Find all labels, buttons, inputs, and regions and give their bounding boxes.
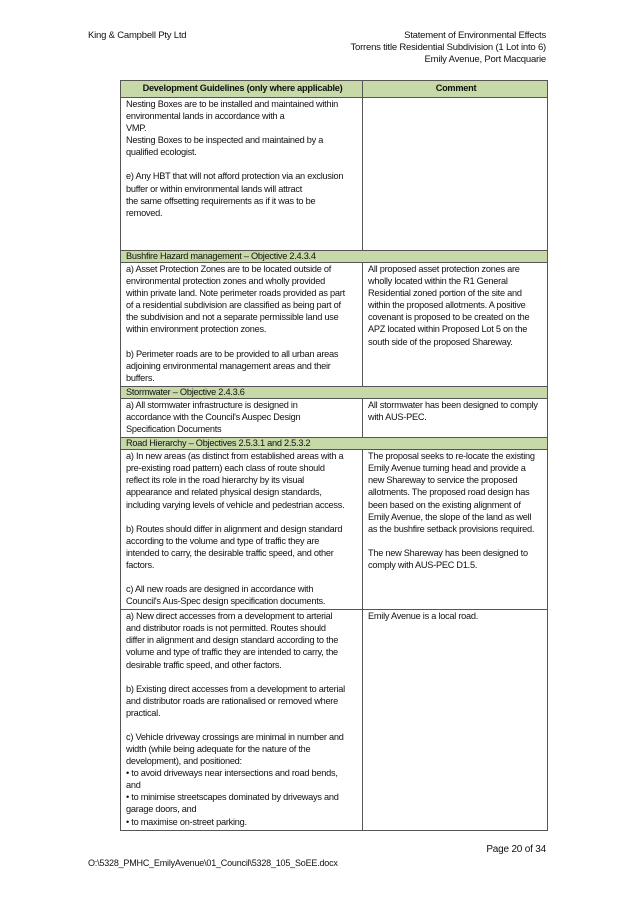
file-path: O:\5328_PMHC_EmilyAvenue\01_Council\5328_105_SoEE.docx	[88, 858, 338, 868]
guideline-text: a) New direct accesses from a development to arterial and distributor roads is not permitted. Routes should differ in alignment and design standard according to the volume and type of traffic they are intended to carry, the desirable traffic speed, and other factors.	[126, 611, 339, 670]
page-number: Page 20 of 34	[486, 844, 546, 855]
comment-cell	[363, 398, 548, 437]
section-row	[121, 251, 548, 263]
table-header-row	[121, 81, 548, 98]
comment-cell	[363, 610, 548, 831]
guideline-text: b) Perimeter roads are to be provided to all urban areas adjoining environmental management areas and their buffers.	[126, 348, 339, 383]
document-header	[350, 30, 546, 66]
section-title-bushfire: Bushfire Hazard management – Objective 2.4.3.4	[121, 251, 548, 263]
comment-cell	[363, 450, 548, 610]
comment-cell	[363, 263, 548, 387]
guideline-text: b) Routes should differ in alignment and design standard according to the volume and type of traffic they are intended to carry, the desirable traffic speed, and other factors.	[126, 523, 343, 570]
guideline-text: a) In new areas (as distinct from established areas with a pre-existing road pattern) each class of route should reflect its role in the road hierarchy by its visual appearance and related physical design standards, including varying levels of vehicle and pedestrian access.	[126, 451, 345, 510]
guideline-cell	[121, 263, 363, 387]
comment-cell	[363, 98, 548, 251]
guideline-cell	[121, 98, 363, 251]
col-comment-header: Comment	[363, 81, 548, 98]
company-name: King & Campbell Pty Ltd	[88, 30, 187, 41]
guideline-text: c) Vehicle driveway crossings are minimal in number and width (while being adequate for the nature of the development), and positioned: • to avoid driveways near intersections and road bends, and • to minimise streetscapes dominated by driveways and garage doors, and • to maximise on-street parking.	[126, 731, 344, 827]
document-title: Statement of Environmental Effects	[404, 30, 546, 41]
guideline-text: e) Any HBT that will not afford protection via an exclusion buffer or within environmental lands will attract the same offsetting requirements as if it was to be removed.	[126, 171, 344, 218]
table-row	[121, 263, 548, 387]
guideline-cell	[121, 450, 363, 610]
section-row	[121, 386, 548, 398]
section-title-road-hierarchy: Road Hierarchy – Objectives 2.5.3.1 and 2.5.3.2	[121, 438, 548, 450]
table-row	[121, 610, 548, 831]
table-row	[121, 398, 548, 437]
guideline-cell	[121, 398, 363, 437]
section-row	[121, 438, 548, 450]
col-guidelines-header: Development Guidelines (only where applicable)	[121, 81, 363, 98]
guideline-text: b) Existing direct accesses from a development to arterial and distributor roads are rationalised or removed where practical.	[126, 683, 345, 718]
guideline-text: a) All stormwater infrastructure is designed in accordance with the Council's Auspec Design Specification Documents	[126, 399, 301, 435]
comment-text: The new Shareway has been designed to comply with AUS-PEC D1.5.	[368, 547, 528, 570]
comment-text: Emily Avenue is a local road.	[368, 611, 479, 622]
comment-text: All stormwater has been designed to comply with AUS-PEC.	[368, 399, 538, 422]
guideline-text: Nesting Boxes are to be installed and maintained within environmental lands in accordance with a VMP. Nesting Boxes to be inspected and maintained by a qualified ecologist.	[126, 99, 338, 158]
comment-text: All proposed asset protection zones are wholly located within the R1 General Residential zoned portion of the site and within the proposed allotments. A positive covenant is proposed to be created on the APZ located within Proposed Lot 5 on the south side of the proposed Shareway.	[368, 264, 530, 347]
guideline-cell	[121, 610, 363, 831]
document-subtitle: Torrens title Residential Subdivision (1 Lot into 6)	[350, 42, 546, 53]
guidelines-table	[120, 80, 548, 831]
table-row	[121, 98, 548, 251]
guideline-text: a) Asset Protection Zones are to be located outside of environmental protection zones and wholly provided within private land. Note perimeter roads provided as part of a residential subdivision are classified as being part of the subdivision and not a separate permissible land use within environment protection zones.	[126, 264, 345, 335]
document-location: Emily Avenue, Port Macquarie	[424, 54, 546, 65]
guideline-text: c) All new roads are designed in accordance with Council's Aus-Spec design specification documents.	[126, 583, 326, 607]
comment-text: The proposal seeks to re-locate the existing Emily Avenue turning head and provide a new Shareway to service the proposed allotments. The proposed road design has been based on the existing alignment of Emily Avenue, the slope of the land as well as the bushfire setback provisions required.	[368, 451, 535, 534]
table-row	[121, 450, 548, 610]
section-title-stormwater: Stormwater – Objective 2.4.3.6	[121, 386, 548, 398]
